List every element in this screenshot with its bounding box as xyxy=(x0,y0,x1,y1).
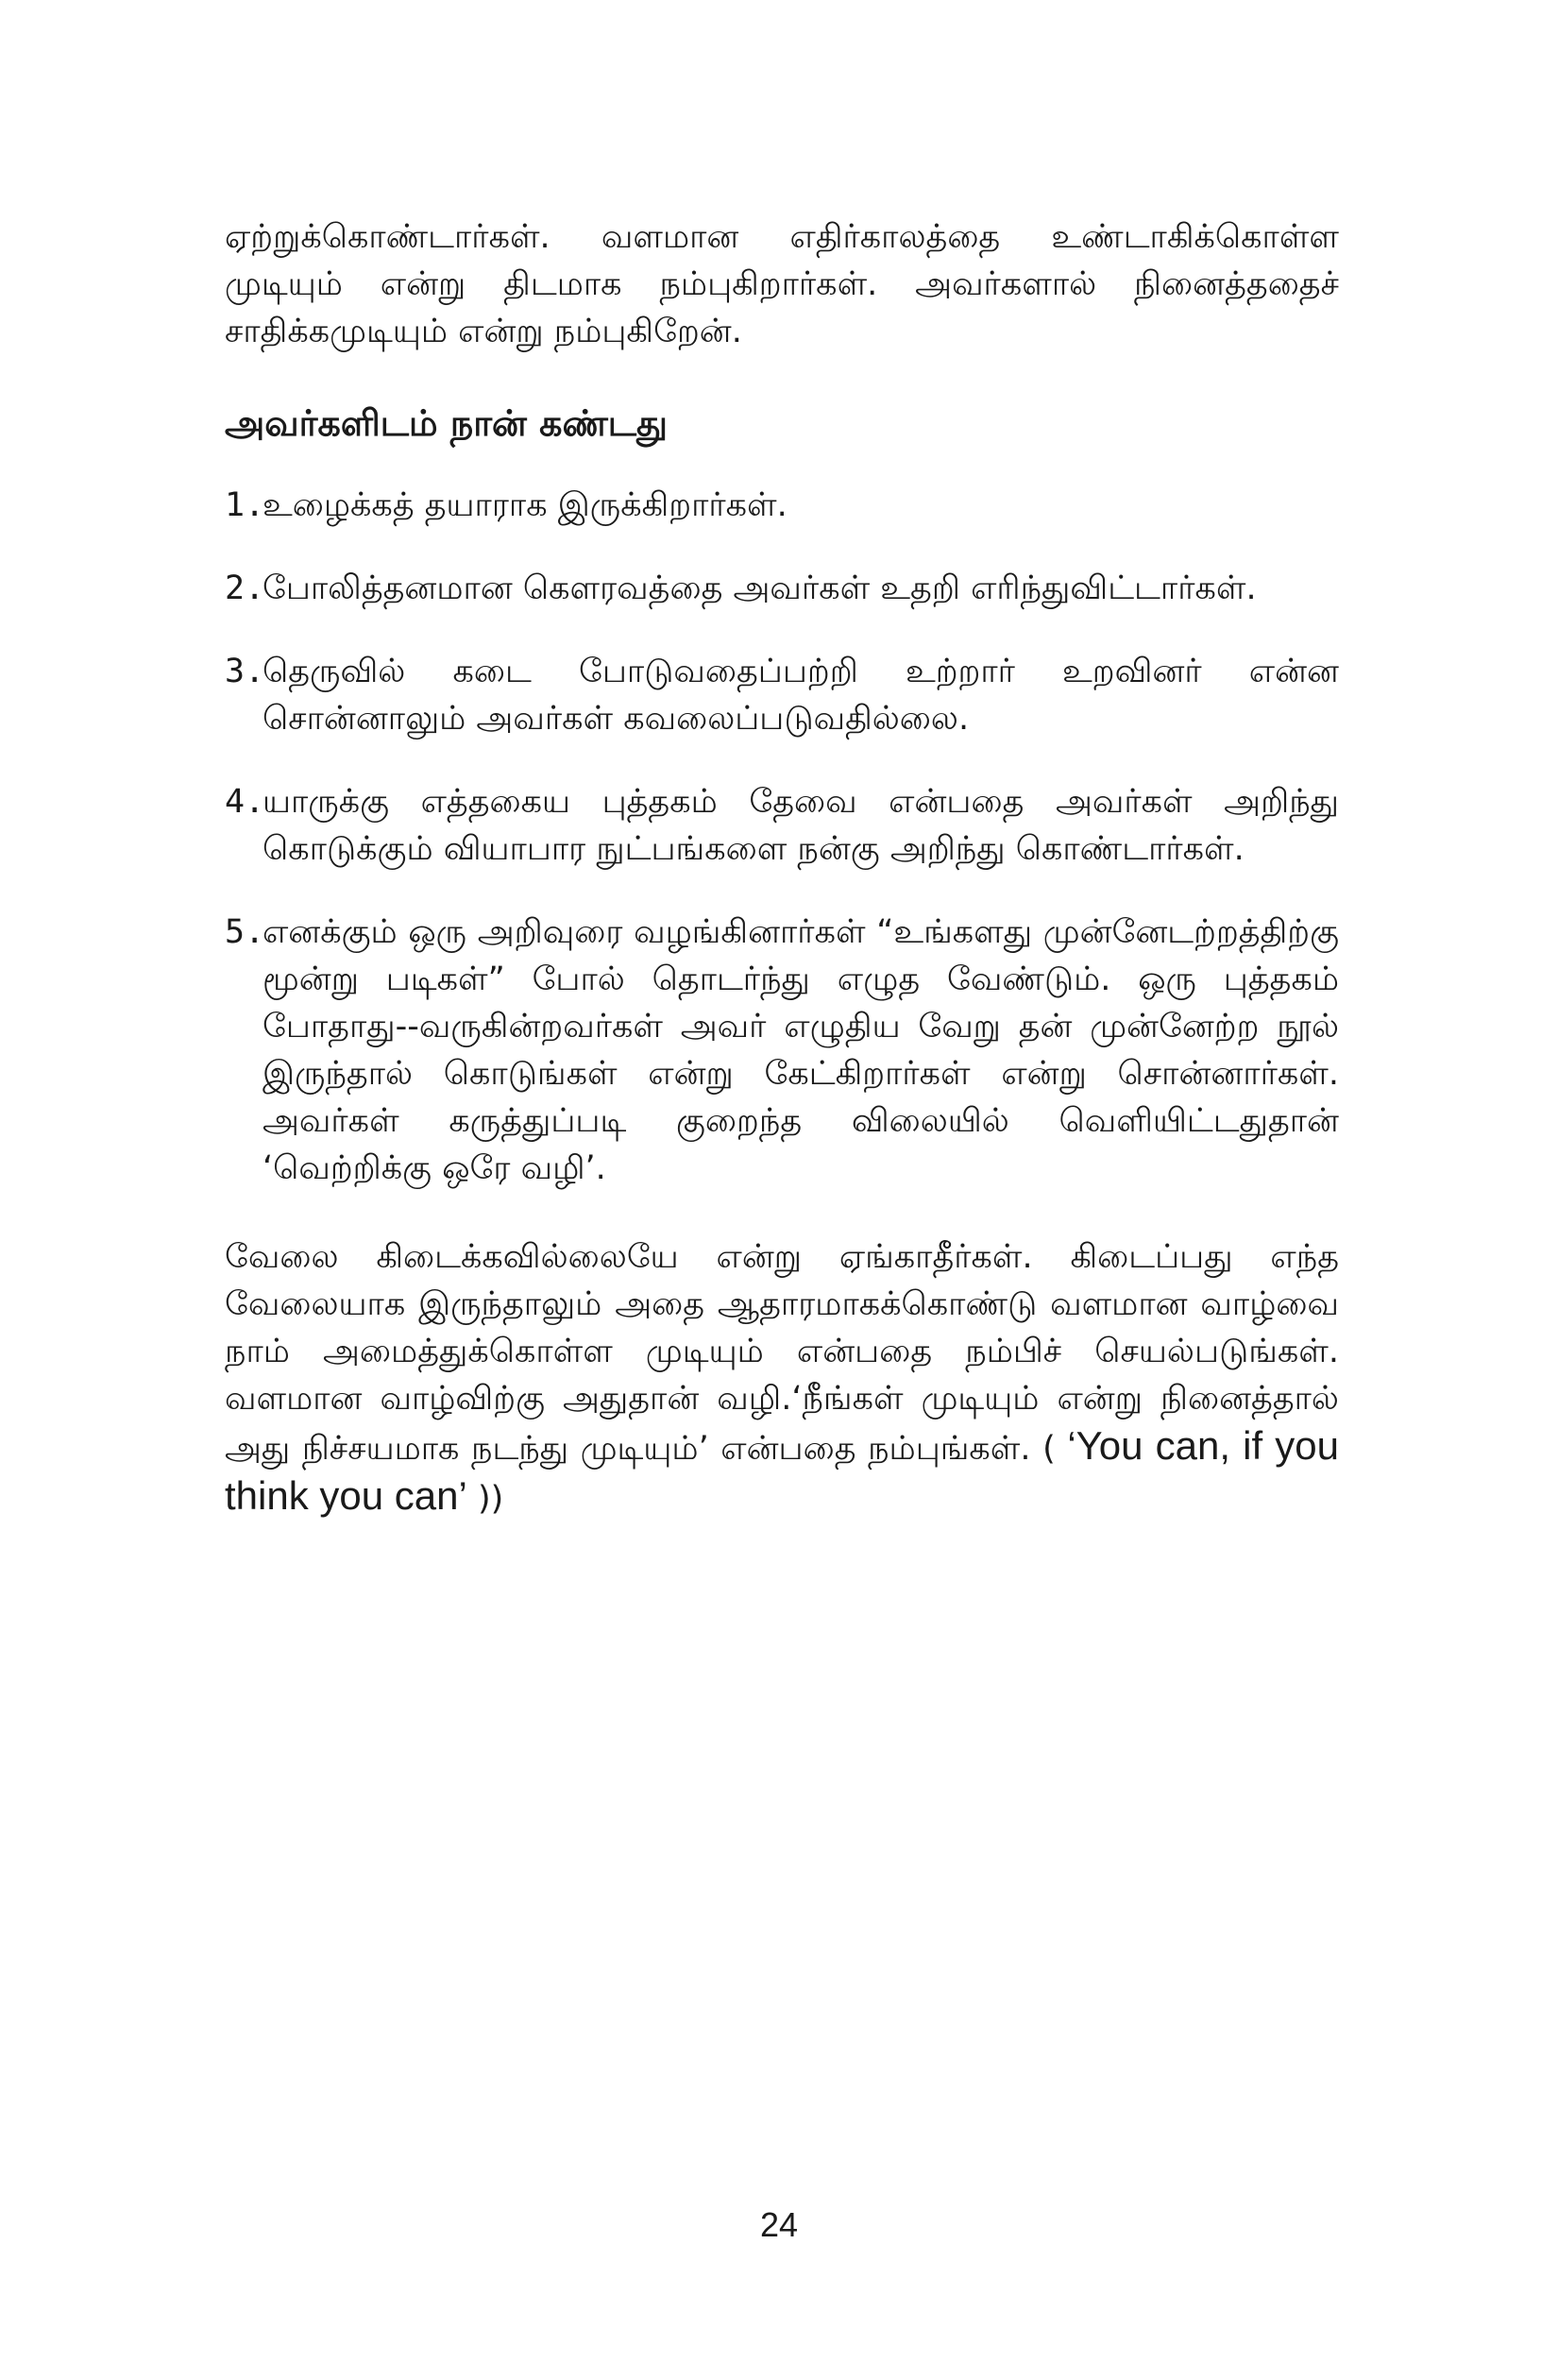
closing-paragraph-end: )) xyxy=(466,1480,504,1518)
page-number: 24 xyxy=(759,2205,799,2244)
list-item xyxy=(225,565,1339,612)
intro-paragraph: ஏற்றுக்கொண்டார்கள். வளமான எதிர்காலத்தை உண்டாகிக்கொள்ள முடியும் என்று திடமாக நம்புகிறார்கள். அவர்களால் நினைத்ததைச் சாதிக்கமுடியும் என்று நம்புகிறேன். xyxy=(225,218,1339,350)
list-item xyxy=(225,909,1339,1192)
list-item-text: யாருக்கு எத்தகைய புத்தகம் தேவை என்பதை அவர்கள் அறிந்து கொடுக்கும் வியாபார நுட்பங்களை நன்கு அறிந்து கொண்டார்கள். xyxy=(262,783,1339,868)
list-item-text: தெருவில் கடை போடுவதைப்பற்றி உற்றார் உறவினர் என்ன சொன்னாலும் அவர்கள் கவலைப்படுவதில்லை. xyxy=(262,653,1339,738)
list-item xyxy=(225,778,1339,873)
list-item-text: போலித்தனமான கௌரவத்தை அவர்கள் உதறி எரிந்துவிட்டார்கள். xyxy=(262,570,1257,607)
closing-paragraph xyxy=(225,1233,1339,1522)
list-item-number: 1. xyxy=(225,486,265,524)
list-item-number: 2. xyxy=(225,570,265,607)
list-item xyxy=(225,482,1339,529)
page-content xyxy=(225,213,1339,1522)
section-heading: அவர்களிடம் நான் கண்டது xyxy=(225,402,668,444)
list-item-text: உழைக்கத் தயாராக இருக்கிறார்கள். xyxy=(262,486,787,524)
closing-paragraph-english-quote: ‘You can, if you think you can’ xyxy=(225,1423,1339,1518)
list-item xyxy=(225,648,1339,742)
list-item-text: எனக்கும் ஒரு அறிவுரை வழங்கினார்கள் “உங்களது முன்னேடற்றத்திற்கு மூன்று படிகள்” போல் தொடர்ந்து எழுத வேண்டும். ஒரு புத்தகம் போதாது--வருகின்றவர்கள் அவர் எழுதிய வேறு தன் முன்னேற்ற நூல் இருந்தால் கொடுங்கள் என்று கேட்கிறார்கள் என்று சொன்னார்கள். அவர்கள் கருத்துப்படி குறைந்த விலையில் வெளியிட்டதுதான் ‘வெற்றிக்கு ஒரே வழி’. xyxy=(262,913,1339,1187)
closing-paragraph-tamil: வேலை கிடைக்கவில்லையே என்று ஏங்காதீர்கள். கிடைப்பது எந்த வேலையாக இருந்தாலும் அதை ஆதாரமாகக்கொண்டு வளமான வாழ்வை நாம் அமைத்துக்கொள்ள முடியும் என்பதை நம்பிச் செயல்படுங்கள். வளமான வாழ்விற்கு அதுதான் வழி.‘நீங்கள் முடியும் என்று நினைத்தால் அது நிச்சயமாக நடந்து முடியும்’ என்பதை நம்புங்கள். ( xyxy=(225,1238,1339,1468)
list-item-number: 4. xyxy=(225,783,265,821)
list-item-number: 5. xyxy=(225,913,265,951)
findings-list xyxy=(225,482,1339,1192)
list-item-number: 3. xyxy=(225,653,265,690)
